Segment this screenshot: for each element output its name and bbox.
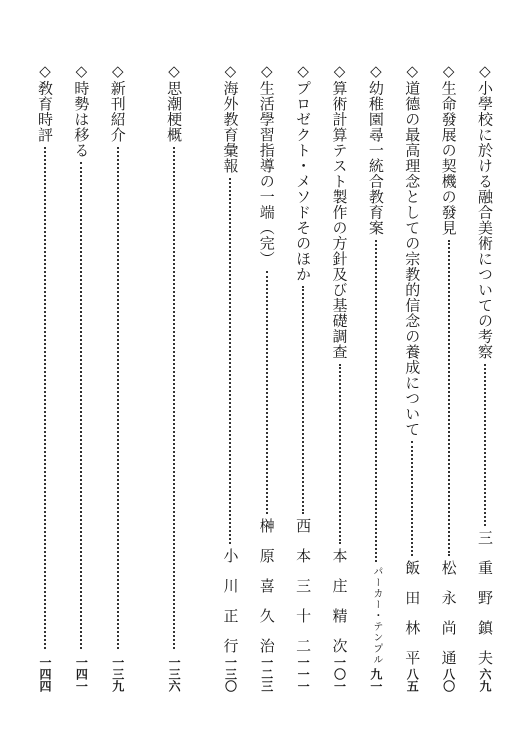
dot-leader (44, 147, 46, 650)
entry-title: ◇時勢は移る (72, 62, 91, 158)
toc-entry (219, 62, 241, 692)
entry-page-number: 九一 (368, 668, 383, 692)
entry-title: ◇思潮梗概 (165, 62, 184, 143)
table-of-contents (34, 62, 496, 692)
entry-title: ◇算術計算テスト製作の方針及び基礎調查 (330, 62, 349, 360)
dot-leader (80, 162, 82, 649)
toc-entry (107, 62, 129, 692)
entry-title: ◇道德の最高理念としての宗教的信念の養成について (403, 62, 422, 437)
entry-title: ◇生活學習指導の一端（完） (257, 62, 276, 267)
entry-page-number: 一四四 (38, 656, 52, 692)
entry-page-number: 一四一 (74, 656, 89, 692)
entry-title: ◇新刊紹介 (108, 62, 127, 143)
entry-author: 松 永 尚 通 (439, 560, 458, 665)
dot-leader (266, 271, 268, 515)
entry-page-number: 八五 (405, 668, 420, 692)
dot-leader (302, 286, 304, 514)
toc-entry (163, 62, 185, 692)
toc-entry (401, 62, 423, 692)
dot-leader (173, 147, 175, 650)
entry-author: 本 庄 精 次 (330, 548, 349, 653)
entry-page-number: 八〇 (441, 668, 456, 692)
entry-page-number: 一一一 (296, 656, 311, 692)
dot-leader (375, 240, 377, 563)
dot-leader (484, 364, 486, 527)
dot-leader (117, 147, 119, 650)
toc-entry (256, 62, 278, 692)
entry-title: ◇生命發展の契機の發見 (439, 62, 458, 236)
toc-entry (34, 62, 56, 692)
entry-title: ◇プロゼクト・メソドそのほか (294, 62, 313, 282)
dot-leader (448, 240, 450, 557)
toc-entry (70, 62, 92, 692)
entry-title: ◇幼稚園尋一統合教育案 (366, 62, 385, 236)
entry-title: ◇敎育時評 (36, 62, 54, 143)
entry-title: ◇小學校に於ける融合美術についての考察 (475, 62, 494, 360)
entry-author: 小 川 正 行 (221, 548, 240, 653)
toc-entry (329, 62, 351, 692)
entry-author: 飯 田 林 平 (403, 560, 422, 665)
entry-author: 榊 原 喜 久 治 (257, 518, 276, 653)
dot-leader (339, 364, 341, 545)
toc-entry (292, 62, 314, 692)
entry-page-number: 一三〇 (223, 656, 238, 692)
toc-entry (438, 62, 460, 692)
entry-page-number: 一〇一 (332, 656, 347, 692)
entry-page-number: 一三六 (167, 656, 182, 692)
toc-entry (365, 62, 387, 692)
entry-author: 西 本 三 十 二 (294, 518, 313, 653)
dot-leader (229, 178, 231, 545)
entry-page-number: 一三九 (110, 656, 125, 692)
dot-leader (411, 441, 413, 556)
entry-title: ◇海外教育彙報 (221, 62, 240, 174)
toc-entry (474, 62, 496, 692)
entry-page-number: 一二三 (259, 656, 274, 692)
entry-author: 三 重 野 鎮 夫 (475, 530, 494, 665)
entry-page-number: 六九 (477, 668, 492, 692)
entry-author: パーカー・テンプル (370, 566, 382, 665)
